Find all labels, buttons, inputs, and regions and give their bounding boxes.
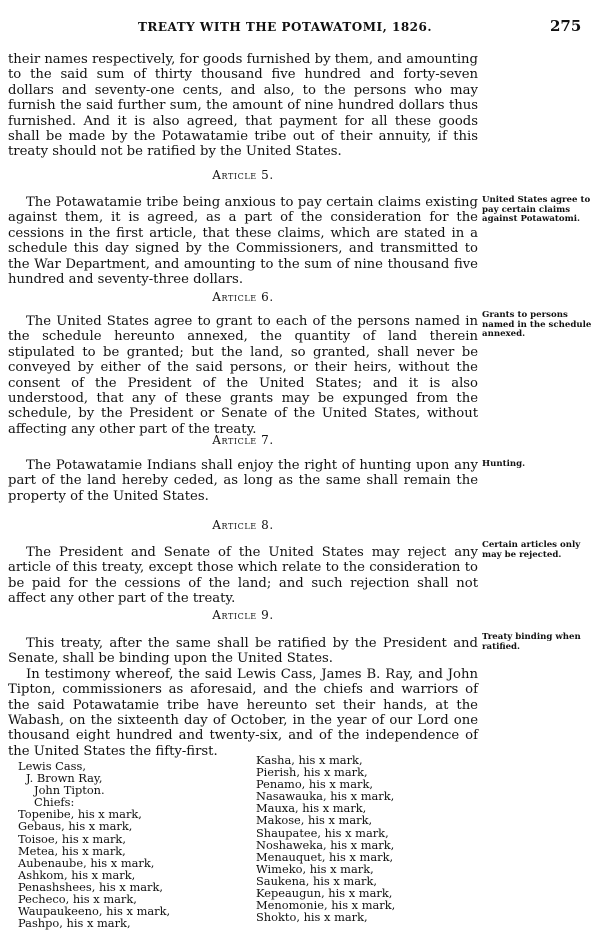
chief-signature: Aubenaube, his x mark, <box>18 855 155 870</box>
chief-signature: Noshaweka, his x mark, <box>256 837 395 852</box>
paragraph-text: The Potawatamie Indians shall enjoy the right of hunting upon any part of the land hereby ceded, as long as the same shall remain the property of the United States. <box>8 458 478 504</box>
chief-signature: Penamo, his x mark, <box>256 777 373 792</box>
article-8-heading: Article 8. <box>212 518 274 532</box>
commissioner-signature: J. Brown Ray, <box>26 771 103 786</box>
chiefs-label: Chiefs: <box>34 795 75 810</box>
chief-signature: Menauquet, his x mark, <box>256 849 394 864</box>
chief-signature: Shokto, his x mark, <box>256 910 368 925</box>
paragraph-text: their names respectively, for goods furnished by them, and amounting to the said sum of thirty thousand five hundred and forty-seven dollars and seventy-one cents, and also, to the persons who may furnish the said further sum, the amount of nine hundred dollars thus furnished. And it is also agreed, that payment for all these goods shall be made by the Potawatamie tribe out of their annuity, if this treaty should not be ratified by the United States. <box>8 52 478 160</box>
commissioner-signature: Lewis Cass, <box>18 759 86 773</box>
paragraph-text: This treaty, after the same shall be ratified by the President and Senate, shall be binding upon the United States. <box>8 636 478 667</box>
margin-note-article-8: Certain articles only may be rejected. <box>482 540 581 560</box>
chief-signature: Wimeko, his x mark, <box>256 861 374 876</box>
article-7-text <box>8 458 478 504</box>
commissioner-signature: John Tipton. <box>34 783 105 798</box>
chief-signature: Topenibe, his x mark, <box>18 807 142 822</box>
chief-signature: Gebaus, his x mark, <box>18 819 133 834</box>
article-6-heading: Article 6. <box>212 290 274 304</box>
chief-signature: Kasha, his x mark, <box>256 753 363 767</box>
chief-signature: Saukena, his x mark, <box>256 873 377 888</box>
chief-signature: Kepeaugun, his x mark, <box>256 886 393 901</box>
chief-signature: Toisoe, his x mark, <box>18 831 126 846</box>
chief-signature: Pierish, his x mark, <box>256 765 368 780</box>
chief-signature: Menomonie, his x mark, <box>256 898 396 913</box>
margin-note-article-9: Treaty binding when ratified. <box>482 632 581 652</box>
article-6-text <box>8 314 478 437</box>
running-title: TREATY WITH THE POTAWATOMI, 1826. <box>138 20 433 34</box>
chief-signature: Waupaukeeno, his x mark, <box>18 904 171 919</box>
article-5-text <box>8 195 478 287</box>
article-9-text <box>8 636 478 759</box>
continuation-paragraph <box>8 52 478 160</box>
paragraph-text: The President and Senate of the United States may reject any article of this treaty, except those which relate to the consideration to be paid for the cessions of the land; and such rejection shall not affect any other part of the treaty. <box>8 545 478 607</box>
article-9-heading: Article 9. <box>212 608 274 622</box>
article-7-heading: Article 7. <box>212 433 274 447</box>
paragraph-text: The Potawatamie tribe being anxious to pay certain claims existing against them, it is agreed, as a part of the consideration for the cessions in the first article, that these claims, which are stated in a schedule this day signed by the Commissioners, and transmitted to the War Department, and amounting to the sum of nine thousand five hundred and seventy-three dollars. <box>8 195 478 288</box>
chief-signature: Mauxa, his x mark, <box>256 801 367 816</box>
chief-signature: Ashkom, his x mark, <box>18 867 136 882</box>
page-number: 275 <box>550 17 582 35</box>
chief-signature: Metea, his x mark, <box>18 843 126 858</box>
chief-signature: Pashpo, his x mark, <box>18 916 131 931</box>
margin-note-article-5: United States agree to pay certain claims against Potawatomi. <box>482 195 591 224</box>
signatures-left-column <box>18 760 170 929</box>
chief-signature: Makose, his x mark, <box>256 813 373 828</box>
chief-signature: Pecheco, his x mark, <box>18 892 137 907</box>
margin-note-article-6: Grants to persons named in the schedule annexed. <box>482 310 592 339</box>
chief-signature: Penashshees, his x mark, <box>18 879 164 894</box>
signatures-right-column <box>256 754 395 923</box>
article-8-text <box>8 545 478 607</box>
paragraph-text: The United States agree to grant to each of the persons named in the schedule hereunto annexed, the quantity of land therein stipulated to be granted; but the land, so granted, shall never be conveyed by either of the said persons, or their heirs, without the consent of the President of the United States; and it is also understood, that any of these grants may be expunged from the schedule, by the President or Senate of the United States, without affecting any other part of the treaty. <box>8 314 478 437</box>
article-5-heading: Article 5. <box>212 168 274 182</box>
chief-signature: Nasawauka, his x mark, <box>256 789 395 804</box>
margin-note-article-7: Hunting. <box>482 459 526 469</box>
chief-signature: Shaupatee, his x mark, <box>256 825 389 840</box>
testimony-paragraph: In testimony whereof, the said Lewis Cass, James B. Ray, and John Tipton, commissioners as aforesaid, and the chiefs and warriors of the said Potawatamie tribe have hereunto set their hands, at the Wabash, on the sixteenth day of October, in the year of our Lord one thousand eight hundred and twenty-six, and of the independence of the United States the fifty-first. <box>8 666 478 759</box>
